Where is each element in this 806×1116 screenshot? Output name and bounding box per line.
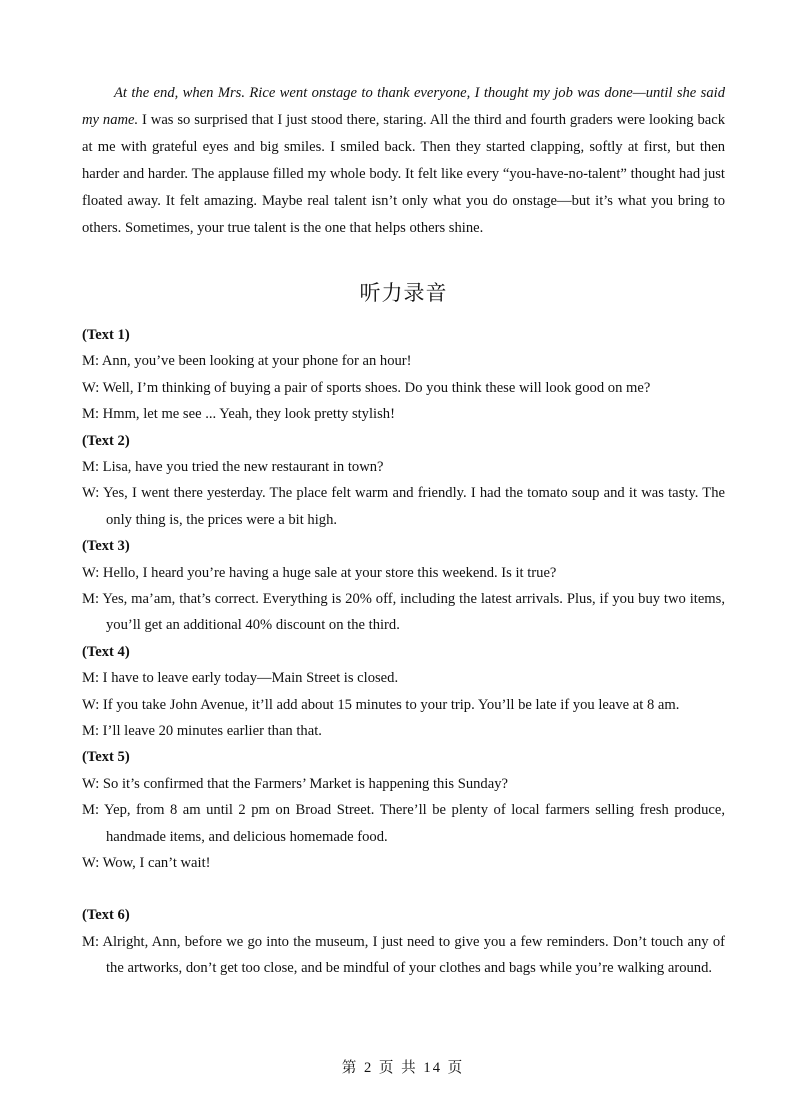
text-label: (Text 1)	[82, 327, 130, 343]
text-label: (Text 4)	[82, 643, 130, 660]
dialogue-line: M: Lisa, have you tried the new restaurant in town?	[82, 459, 384, 475]
paragraph-body: I was so surprised that I just stood there, staring. All the third and fourth graders were looking back at me with grateful eyes and big smiles. I smiled back. Then they started clapping, softly at first, but then harder and harder. The applause filled my whole body. It felt like every “you-have-no-talent” thought had just floated away. It felt amazing. Maybe real talent isn’t only what you do onstage—but it’s what you bring to others. Sometimes, your true talent is the one that helps others shine.	[82, 112, 725, 236]
page-number-footer: 第 2 页 共 14 页	[341, 1060, 465, 1076]
story-conclusion-paragraph	[82, 80, 725, 242]
text-label: (Text 3)	[82, 538, 130, 555]
dialogue-line: M: Yep, from 8 am until 2 pm on Broad Street. There’ll be plenty of local farmers selling fresh produce, handmade items, and delicious homemade food.	[82, 802, 725, 845]
dialogue-line: M: Hmm, let me see ... Yeah, they look pretty stylish!	[82, 406, 395, 423]
text-block-4	[82, 639, 725, 745]
italic-lead-sentence: At the end, when Mrs. Rice went onstage to thank everyone, I thought my job was done—until she said my name.	[82, 85, 725, 128]
text-block-1	[82, 322, 725, 428]
text-label: (Text 2)	[82, 432, 130, 449]
text-label: (Text 5)	[82, 749, 130, 766]
dialogue-line: M: I’ll leave 20 minutes earlier than that.	[82, 723, 322, 740]
dialogue-line: W: Hello, I heard you’re having a huge sale at your store this weekend. Is it true?	[82, 564, 557, 581]
dialogue-line: M: Ann, you’ve been looking at your phone for an hour!	[82, 353, 412, 370]
dialogue-line: W: Wow, I can’t wait!	[82, 855, 211, 872]
dialogue-line: W: Well, I’m thinking of buying a pair of sports shoes. Do you think these will look good on me?	[82, 379, 651, 396]
dialogue-line: M: Alright, Ann, before we go into the museum, I just need to give you a few reminders. Don’t touch any of the artworks, don’t get too close, and be mindful of your clothes and bags while you’re walking around.	[82, 933, 725, 977]
dialogue-line: W: Yes, I went there yesterday. The place felt warm and friendly. I had the tomato soup and it was tasty. The only thing is, the prices were a bit high.	[82, 485, 725, 528]
page-content	[82, 80, 725, 982]
text-block-5	[82, 744, 725, 876]
text-block-6	[82, 902, 725, 981]
dialogue-line: M: Yes, ma’am, that’s correct. Everything is 20% off, including the latest arrivals. Plus, if you buy two items, you’ll get an additional 40% discount on the third.	[82, 591, 725, 634]
dialogue-line: M: I have to leave early today—Main Street is closed.	[82, 670, 399, 687]
text-block-3	[82, 533, 725, 639]
dialogue-line: W: If you take John Avenue, it’ll add about 15 minutes to your trip. You’ll be late if you leave at 8 am.	[82, 696, 680, 713]
section-title: 听力录音	[359, 281, 448, 305]
dialogue-line: W: So it’s confirmed that the Farmers’ Market is happening this Sunday?	[82, 775, 508, 792]
text-label: (Text 6)	[82, 907, 130, 924]
text-block-2	[82, 428, 725, 534]
